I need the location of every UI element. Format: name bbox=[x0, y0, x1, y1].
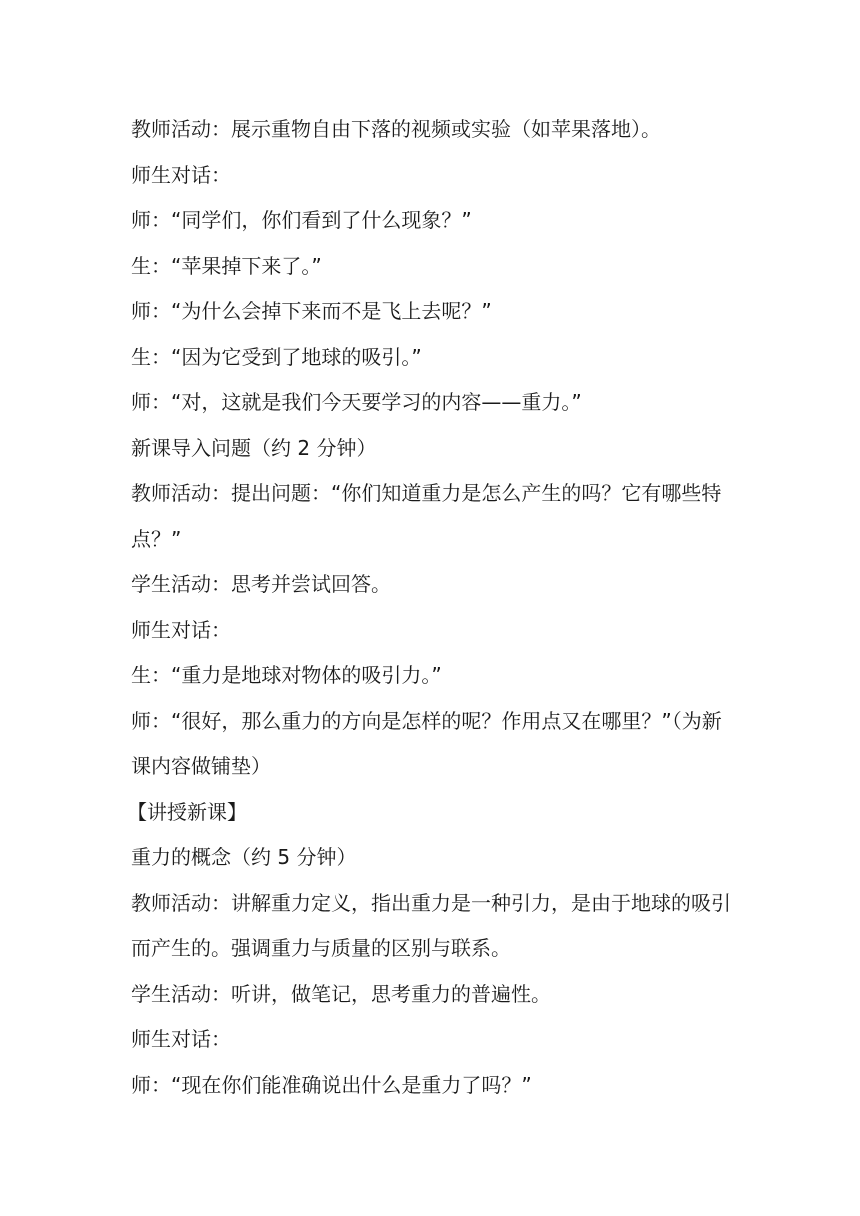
dialogue-line: 师：“很好，那么重力的方向是怎样的呢？作用点又在哪里？”（为新 bbox=[131, 708, 722, 733]
student-activity-line: 学生活动：听讲，做笔记，思考重力的普遍性。 bbox=[131, 981, 551, 1006]
dialogue-line: 师：“对，这就是我们今天要学习的内容——重力。” bbox=[131, 390, 582, 414]
dialogue-line-cont: 课内容做铺垫） bbox=[131, 754, 271, 778]
dialogue-line: 生：“苹果掉下来了。” bbox=[131, 253, 322, 278]
document-body bbox=[127, 107, 731, 1108]
dialogue-label: 师生对话： bbox=[131, 1027, 231, 1051]
teacher-activity-line-cont: 而产生的。强调重力与质量的区别与联系。 bbox=[131, 936, 511, 960]
teacher-activity-line: 教师活动：展示重物自由下落的视频或实验（如苹果落地）。 bbox=[131, 117, 661, 141]
dialogue-label: 师生对话： bbox=[131, 162, 231, 187]
section-subtitle: 重力的概念（约 5 分钟） bbox=[131, 845, 357, 869]
dialogue-line: 师：“同学们，你们看到了什么现象？” bbox=[131, 208, 472, 232]
dialogue-line: 师：“为什么会掉下来而不是飞上去呢？” bbox=[131, 299, 492, 323]
teacher-activity-line: 教师活动：讲解重力定义，指出重力是一种引力，是由于地球的吸引 bbox=[131, 890, 731, 915]
section-heading: 【讲授新课】 bbox=[127, 799, 247, 824]
dialogue-label: 师生对话： bbox=[131, 617, 231, 642]
dialogue-line: 师：“现在你们能准确说出什么是重力了吗？” bbox=[131, 1072, 532, 1097]
teacher-activity-line: 教师活动：提出问题：“你们知道重力是怎么产生的吗？它有哪些特 bbox=[131, 481, 722, 505]
dialogue-line: 生：“因为它受到了地球的吸引。” bbox=[131, 344, 422, 369]
section-subtitle: 新课导入问题（约 2 分钟） bbox=[131, 435, 377, 460]
dialogue-line: 生：“重力是地球对物体的吸引力。” bbox=[131, 663, 442, 687]
teacher-activity-line-cont: 点？” bbox=[131, 526, 182, 551]
student-activity-line: 学生活动：思考并尝试回答。 bbox=[131, 572, 391, 596]
